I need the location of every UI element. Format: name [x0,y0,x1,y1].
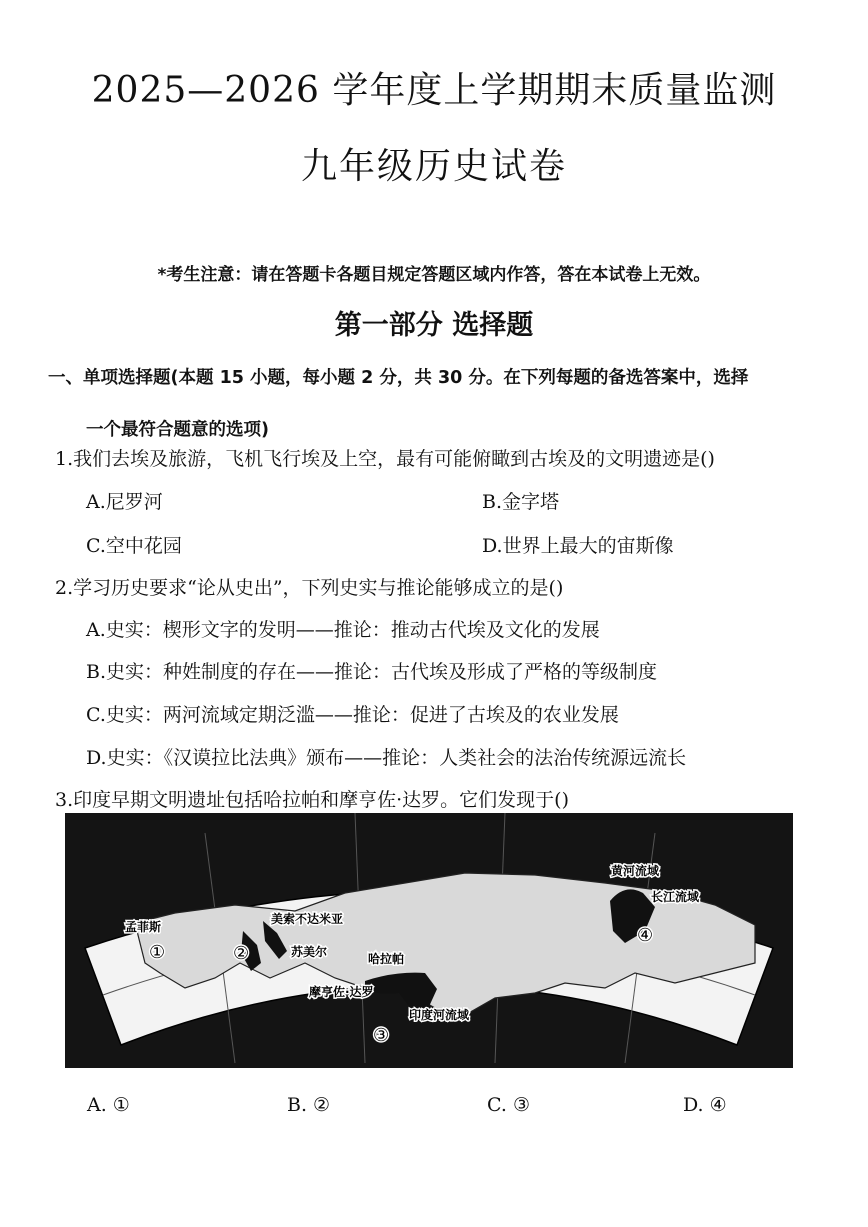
question-3-option-d[interactable]: D. ④ [683,1094,727,1116]
label-indus-valley: 印度河流域 [409,1008,470,1022]
ancient-civilizations-map [65,813,793,1068]
question-3-option-a[interactable]: A. ① [87,1094,130,1116]
question-2-option-d[interactable]: D.史实：《汉谟拉比法典》颁布——推论：人类社会的法治传统源远流长 [86,747,687,769]
marker-4: ④ [637,925,654,946]
question-3-option-c[interactable]: C. ③ [487,1094,530,1116]
label-yangtze: 长江流域 [651,890,700,904]
question-3-stem: 3.印度早期文明遗址包括哈拉帕和摩亨佐·达罗。它们发现于() [55,789,569,811]
question-2-option-b[interactable]: B.史实：种姓制度的存在——推论：古代埃及形成了严格的等级制度 [86,661,658,683]
label-harappa: 哈拉帕 [368,952,405,966]
question-1-option-c[interactable]: C.空中花园 [86,535,182,557]
exam-title: 2025—2026 学年度上学期期末质量监测 [91,70,777,111]
question-2-stem: 2.学习历史要求“论从史出”，下列史实与推论能够成立的是() [55,577,564,599]
exam-subtitle: 九年级历史试卷 [300,146,567,187]
marker-1: ① [149,942,166,963]
marker-2: ② [233,943,250,964]
question-1-option-d[interactable]: D.世界上最大的宙斯像 [482,535,674,557]
exam-notice: *考生注意：请在答题卡各题目规定答题区域内作答，答在本试卷上无效。 [157,265,711,285]
label-sumer: 苏美尔 [291,945,328,959]
section-instruction-cont: 一个最符合题意的选项) [86,420,269,440]
question-1-option-a[interactable]: A.尼罗河 [86,491,163,513]
question-1-stem: 1.我们去埃及旅游，飞机飞行埃及上空，最有可能俯瞰到古埃及的文明遗迹是() [55,448,715,470]
question-2-option-c[interactable]: C.史实：两河流域定期泛滥——推论：促进了古埃及的农业发展 [86,704,619,726]
marker-3: ③ [373,1025,390,1046]
part-title: 第一部分 选择题 [334,310,534,341]
question-2-option-a[interactable]: A.史实：楔形文字的发明——推论：推动古代埃及文化的发展 [86,619,600,641]
label-mesopotamia: 美索不达米亚 [271,912,344,926]
question-3-option-b[interactable]: B. ② [287,1094,331,1116]
label-memphis: 孟菲斯 [125,920,162,934]
label-yellow-river: 黄河流域 [611,864,660,878]
label-mohenjo-daro: 摩亨佐·达罗 [309,985,374,999]
section-instruction: 一、单项选择题(本题 15 小题，每小题 2 分，共 30 分。在下列每题的备选答案中，选择 [48,368,749,388]
question-1-option-b[interactable]: B.金字塔 [482,491,560,513]
